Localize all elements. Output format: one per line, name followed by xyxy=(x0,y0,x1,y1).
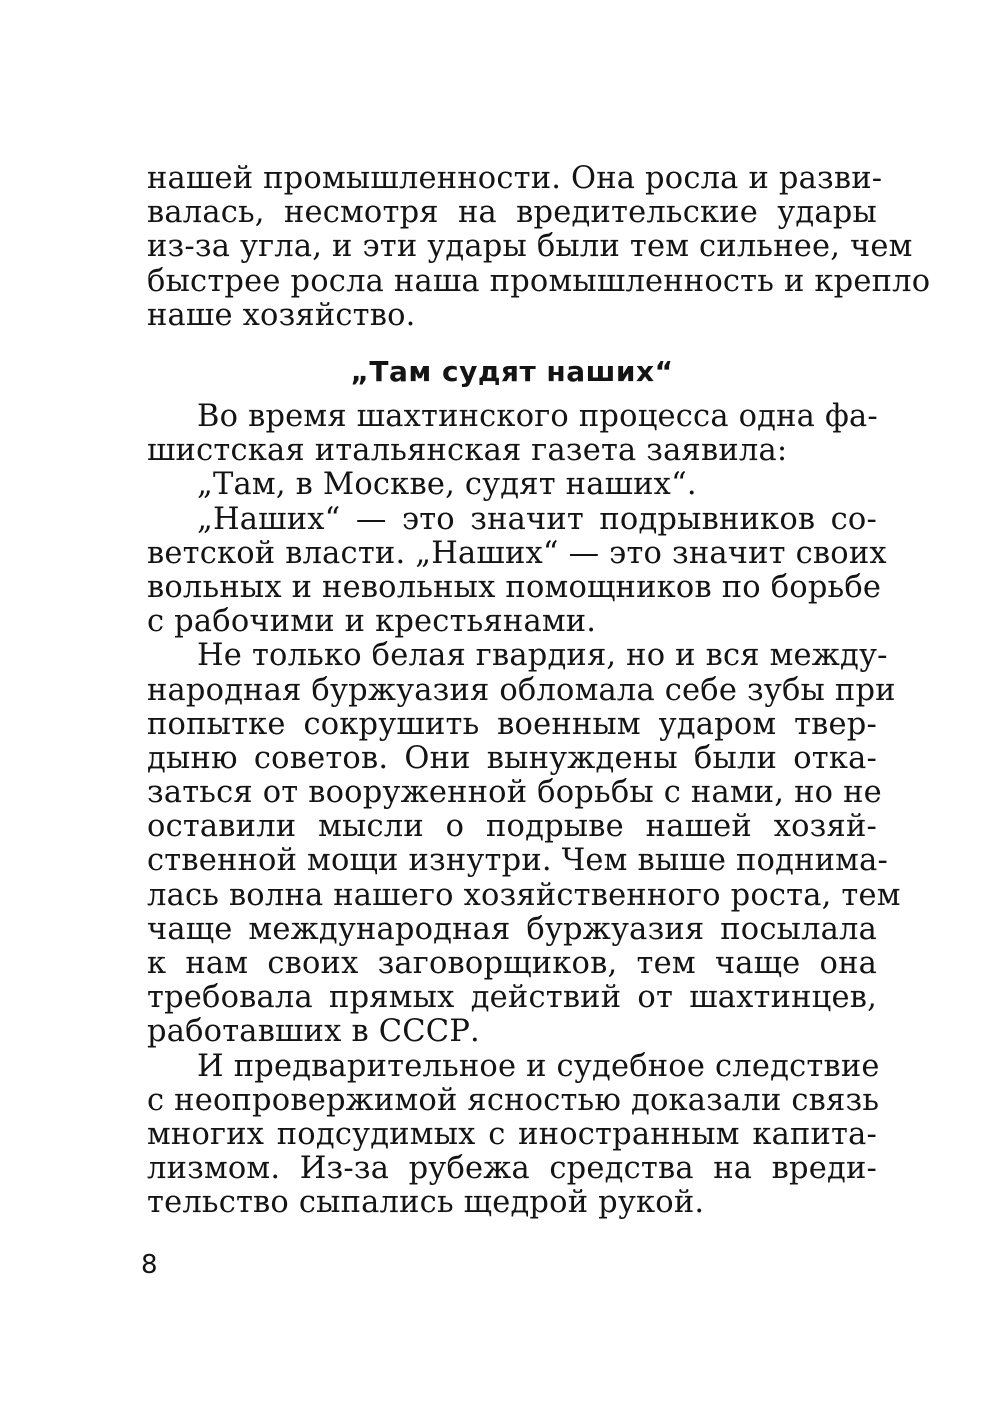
text-line: требовала прямых действий от шахтинцев, xyxy=(147,980,877,1016)
text-line: ветской власти. „Наших“ — это значит своих xyxy=(147,535,887,571)
text-line: работавших в СССР. xyxy=(147,1014,480,1050)
section-heading: „Там судят наших“ xyxy=(350,355,674,388)
text-line: тельство сыпались щедрой рукой. xyxy=(147,1185,705,1221)
text-line: с рабочими и крестьянами. xyxy=(147,604,597,640)
body-text xyxy=(147,399,901,1221)
paragraph-4 xyxy=(147,638,901,1050)
text-line: чаще международная буржуазия посылала xyxy=(147,911,877,947)
intro-text xyxy=(147,161,931,333)
text-line: из-за угла, и эти удары были тем сильнее, чем xyxy=(147,229,913,265)
text-line: народная буржуазия обломала себе зубы при xyxy=(147,672,896,708)
text-line: ственной мощи изнутри. Чем выше поднима- xyxy=(147,843,888,879)
text-line: наше хозяйство. xyxy=(147,297,416,333)
text-line: шистская итальянская газета заявила: xyxy=(147,433,788,469)
text-line: быстрее росла наша промышленность и крепло xyxy=(147,263,931,299)
text-line: к нам своих заговорщиков, тем чаще она xyxy=(147,946,877,981)
text-line: И предварительное и судебное следствие xyxy=(197,1048,880,1084)
text-line: попытке сокрушить военным ударом твер- xyxy=(147,706,877,742)
text-line: с неопровержимой ясностью доказали связь xyxy=(147,1082,880,1118)
text-line: оставили мысли о подрыве нашей хозяй- xyxy=(147,809,877,845)
text-line: многих подсудимых с иностранным капита- xyxy=(147,1116,877,1152)
text-line: заться от вооруженной борьбы с нами, но не xyxy=(147,775,882,811)
text-line: дыню советов. Они вынуждены были отка- xyxy=(147,740,877,776)
paragraph-3 xyxy=(147,501,887,640)
text-line: „Наших“ — это значит подрывников со- xyxy=(197,501,877,537)
paragraph-2 xyxy=(147,468,877,502)
text-line: нашей промышленности. Она росла и разви- xyxy=(147,161,883,196)
text-line: лизмом. Из-за рубежа средства на вреди- xyxy=(147,1151,877,1187)
paragraph-5 xyxy=(147,1048,880,1221)
text-line: Во время шахтинского процесса одна фа- xyxy=(197,399,878,434)
text-line: Не только белая гвардия, но и вся между- xyxy=(197,638,888,674)
page-number: 8 xyxy=(141,1250,158,1280)
text-line: „Там, в Москве, судят наших“. xyxy=(197,467,697,503)
text-line: лась волна нашего хозяйственного роста, тем xyxy=(147,877,901,913)
text-line: валась, несмотря на вредительские удары xyxy=(147,195,877,231)
paragraph-1 xyxy=(147,400,877,468)
text-line: вольных и невольных помощников по борьбе xyxy=(147,569,882,605)
